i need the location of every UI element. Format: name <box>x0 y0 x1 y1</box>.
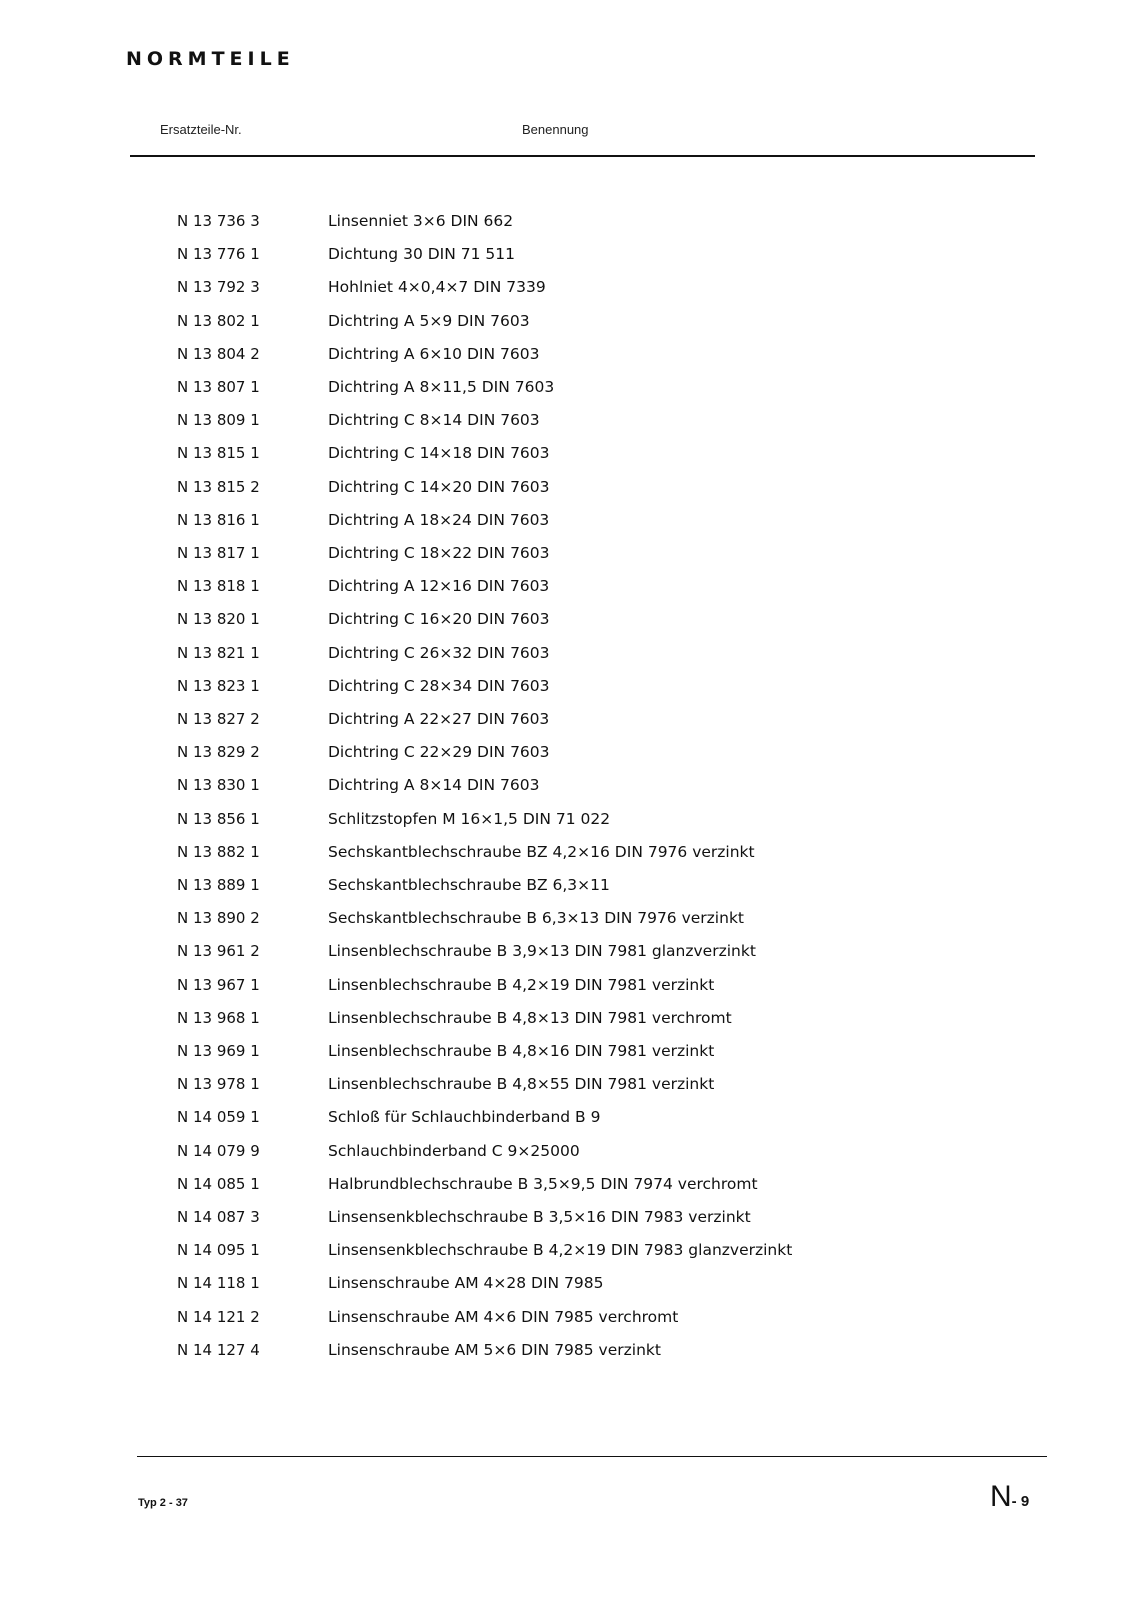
part-name: Hohlniet 4×0,4×7 DIN 7339 <box>328 278 546 297</box>
part-name: Sechskantblechschraube BZ 4,2×16 DIN 7976 verzinkt <box>328 842 755 861</box>
part-name: Schlauchbinderband C 9×25000 <box>328 1141 580 1160</box>
part-name: Linsenschraube AM 4×6 DIN 7985 verchromt <box>328 1307 679 1326</box>
part-name: Sechskantblechschraube B 6,3×13 DIN 7976 verzinkt <box>328 909 744 928</box>
table-row <box>0 1341 1133 1365</box>
part-name: Dichtring C 26×32 DIN 7603 <box>328 643 550 662</box>
part-name: Dichtring A 6×10 DIN 7603 <box>328 344 540 363</box>
table-row <box>0 478 1133 502</box>
table-row <box>0 743 1133 767</box>
part-name: Linsenschraube AM 4×28 DIN 7985 <box>328 1274 604 1293</box>
table-row <box>0 843 1133 867</box>
table-row <box>0 212 1133 236</box>
part-number: N 13 830 1 <box>177 776 260 795</box>
part-number: N 13 827 2 <box>177 710 260 728</box>
part-number: N 13 961 2 <box>177 942 260 961</box>
part-number: N 13 969 1 <box>177 1042 260 1060</box>
table-row <box>0 444 1133 468</box>
part-number: N 14 079 9 <box>177 1141 260 1160</box>
part-number: N 13 978 1 <box>177 1075 260 1094</box>
part-name: Dichtring A 5×9 DIN 7603 <box>328 311 530 330</box>
table-row <box>0 677 1133 701</box>
page-letter: N <box>990 1480 1012 1513</box>
table-row <box>0 1308 1133 1332</box>
table-row <box>0 710 1133 734</box>
part-number: N 13 829 2 <box>177 743 260 762</box>
table-row <box>0 511 1133 535</box>
part-number: N 13 823 1 <box>177 676 260 695</box>
part-number: N 13 968 1 <box>177 1008 260 1027</box>
part-name: Linsenschraube AM 5×6 DIN 7985 verzinkt <box>328 1340 661 1359</box>
table-row <box>0 909 1133 933</box>
part-name: Halbrundblechschraube B 3,5×9,5 DIN 7974 verchromt <box>328 1174 758 1193</box>
table-row <box>0 1108 1133 1132</box>
page-number <box>990 1480 1029 1514</box>
part-number: N 13 815 2 <box>177 477 260 496</box>
part-name: Linsensenkblechschraube B 4,2×19 DIN 7983 glanzverzinkt <box>328 1241 793 1260</box>
column-header-benennung: Benennung <box>522 122 589 137</box>
table-row <box>0 942 1133 966</box>
table-row <box>0 810 1133 834</box>
table-row <box>0 644 1133 668</box>
part-number: N 14 127 4 <box>177 1340 260 1359</box>
part-name: Dichtring C 14×20 DIN 7603 <box>328 477 550 496</box>
footer-typ: Typ 2 - 37 <box>138 1497 188 1509</box>
part-number: N 14 121 2 <box>177 1307 260 1326</box>
table-row <box>0 876 1133 900</box>
part-number: N 13 802 1 <box>177 311 260 330</box>
part-number: N 14 118 1 <box>177 1274 260 1293</box>
part-number: N 14 085 1 <box>177 1174 260 1193</box>
part-number: N 13 807 1 <box>177 378 260 396</box>
part-number: N 13 821 1 <box>177 643 260 662</box>
header-divider <box>130 155 1035 157</box>
part-number: N 13 856 1 <box>177 809 260 828</box>
part-number: N 13 792 3 <box>177 278 260 297</box>
part-name: Linsenblechschraube B 4,2×19 DIN 7981 verzinkt <box>328 975 715 994</box>
part-name: Schloß für Schlauchbinderband B 9 <box>328 1108 601 1127</box>
part-name: Dichtring C 28×34 DIN 7603 <box>328 676 550 695</box>
part-number: N 13 776 1 <box>177 245 260 264</box>
part-number: N 13 890 2 <box>177 909 260 928</box>
table-row <box>0 1274 1133 1298</box>
table-row <box>0 1042 1133 1066</box>
part-number: N 13 804 2 <box>177 344 260 363</box>
part-name: Dichtring A 12×16 DIN 7603 <box>328 577 550 596</box>
table-row <box>0 1241 1133 1265</box>
table-row <box>0 610 1133 634</box>
column-header-ersatzteile-nr: Ersatzteile-Nr. <box>160 122 242 137</box>
part-number: N 13 815 1 <box>177 444 260 463</box>
table-row <box>0 345 1133 369</box>
table-row <box>0 411 1133 435</box>
part-name: Dichtring A 8×14 DIN 7603 <box>328 776 540 795</box>
table-row <box>0 1009 1133 1033</box>
table-row <box>0 245 1133 269</box>
part-name: Dichtring C 14×18 DIN 7603 <box>328 444 550 463</box>
part-number: N 13 736 3 <box>177 212 260 230</box>
page-number-digit: - 9 <box>1011 1493 1030 1510</box>
part-number: N 14 087 3 <box>177 1208 260 1226</box>
table-row <box>0 1208 1133 1232</box>
part-number: N 14 095 1 <box>177 1241 260 1260</box>
part-name: Dichtung 30 DIN 71 511 <box>328 245 515 264</box>
table-row <box>0 1175 1133 1199</box>
part-number: N 13 816 1 <box>177 510 260 529</box>
part-number: N 13 809 1 <box>177 411 260 430</box>
part-name: Dichtring C 18×22 DIN 7603 <box>328 544 550 562</box>
part-name: Sechskantblechschraube BZ 6,3×11 <box>328 876 610 894</box>
part-number: N 13 882 1 <box>177 842 260 861</box>
part-name: Linsenblechschraube B 4,8×55 DIN 7981 verzinkt <box>328 1075 715 1094</box>
table-row <box>0 544 1133 568</box>
table-row <box>0 1075 1133 1099</box>
part-name: Dichtring A 8×11,5 DIN 7603 <box>328 378 555 396</box>
part-number: N 13 817 1 <box>177 544 260 562</box>
table-row <box>0 312 1133 336</box>
part-name: Dichtring C 8×14 DIN 7603 <box>328 411 540 430</box>
part-number: N 13 820 1 <box>177 610 260 629</box>
page-title: NORMTEILE <box>126 48 295 70</box>
part-name: Linsenblechschraube B 4,8×16 DIN 7981 verzinkt <box>328 1042 715 1060</box>
table-row <box>0 378 1133 402</box>
table-row <box>0 278 1133 302</box>
table-row <box>0 976 1133 1000</box>
table-row <box>0 776 1133 800</box>
part-name: Dichtring A 18×24 DIN 7603 <box>328 510 550 529</box>
part-number: N 14 059 1 <box>177 1108 260 1127</box>
part-name: Linsenniet 3×6 DIN 662 <box>328 212 514 230</box>
part-name: Dichtring A 22×27 DIN 7603 <box>328 710 550 728</box>
table-row <box>0 1142 1133 1166</box>
part-name: Linsensenkblechschraube B 3,5×16 DIN 7983 verzinkt <box>328 1208 751 1226</box>
part-name: Dichtring C 16×20 DIN 7603 <box>328 610 550 629</box>
part-name: Linsenblechschraube B 4,8×13 DIN 7981 verchromt <box>328 1008 732 1027</box>
part-name: Linsenblechschraube B 3,9×13 DIN 7981 glanzverzinkt <box>328 942 756 961</box>
part-number: N 13 967 1 <box>177 975 260 994</box>
footer-divider <box>137 1456 1047 1457</box>
part-name: Dichtring C 22×29 DIN 7603 <box>328 743 550 762</box>
part-name: Schlitzstopfen M 16×1,5 DIN 71 022 <box>328 809 611 828</box>
table-row <box>0 577 1133 601</box>
part-number: N 13 818 1 <box>177 577 260 596</box>
part-number: N 13 889 1 <box>177 876 260 894</box>
